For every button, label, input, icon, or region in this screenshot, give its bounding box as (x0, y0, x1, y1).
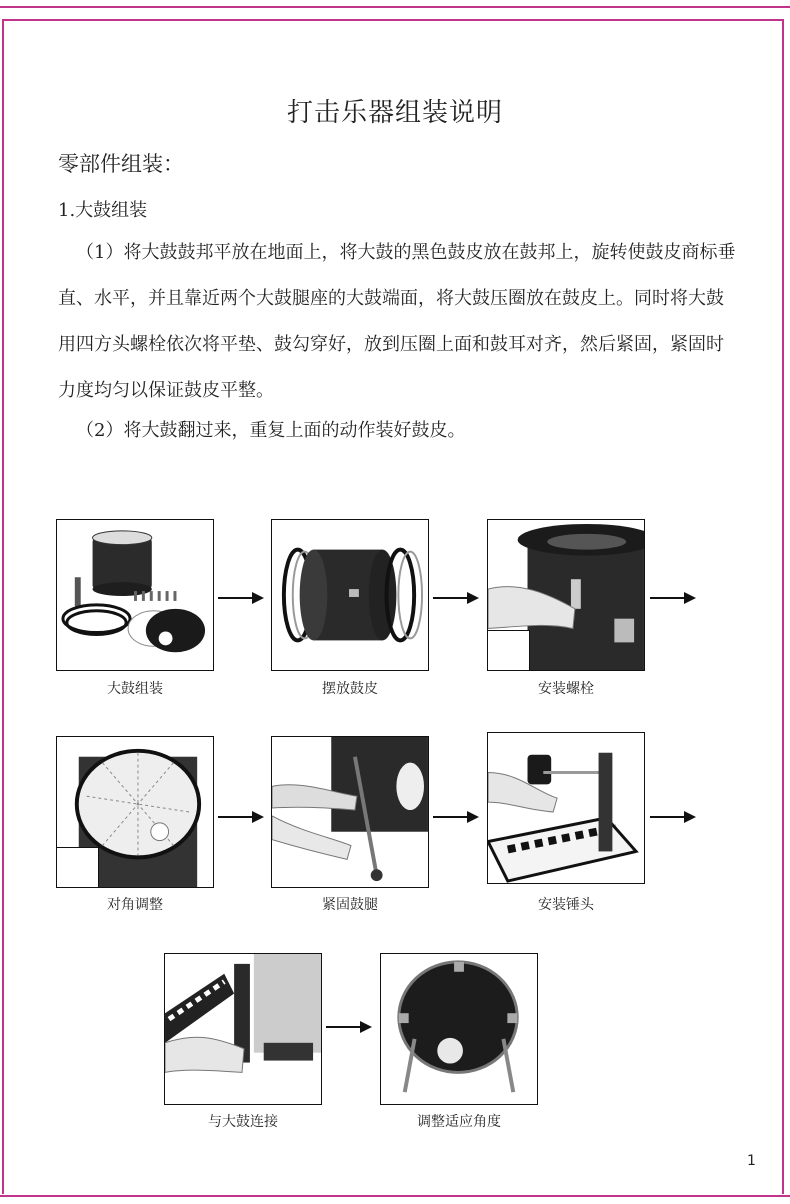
bass-drum-parts-photo (56, 519, 214, 671)
step-caption-1: 大鼓组装 (107, 681, 163, 697)
section-heading: 零部件组装： (58, 152, 184, 176)
page-title: 打击乐器组装说明 (286, 98, 503, 128)
step-caption-7: 与大鼓连接 (208, 1114, 278, 1130)
flow-arrow-7 (326, 1021, 372, 1033)
subsection-heading: 1.大鼓组装 (58, 200, 148, 221)
paragraph-2: （2）将大鼓翻过来，重复上面的动作装好鼓皮。 (76, 420, 466, 441)
drum-key-inset (488, 630, 530, 670)
step-caption-5: 紧固鼓腿 (322, 897, 378, 913)
paragraph-1: （1）将大鼓鼓邦平放在地面上，将大鼓的黑色鼓皮放在鼓邦上，旋转使鼓皮商标垂直、水平，并且靠近两个大鼓腿座的大鼓端面，将大鼓压圈放在鼓皮上。同时将大鼓用四方头螺栓依次将平垫、鼓勾穿好，放到压圈上面和鼓耳对齐，然后紧固，紧固时力度均匀以保证鼓皮平整。 (58, 242, 736, 401)
drum-heads-exploded-photo (271, 519, 429, 671)
step-caption-2: 摆放鼓皮 (322, 681, 378, 697)
adjust-angle-photo (380, 953, 538, 1105)
step-caption-8: 调整适应角度 (417, 1114, 501, 1130)
bottom-accent-rule (0, 1195, 790, 1197)
install-beater-photo (487, 732, 645, 884)
step-caption-3: 安装螺栓 (538, 681, 594, 697)
step-caption-4: 对角调整 (107, 897, 163, 913)
flow-arrow-3 (650, 592, 696, 604)
diagonal-tuning-photo (56, 736, 214, 888)
drum-key-inset (57, 847, 99, 887)
flow-arrow-2 (433, 592, 479, 604)
flow-arrow-4 (218, 811, 264, 823)
flow-arrow-5 (433, 811, 479, 823)
tighten-legs-photo (271, 736, 429, 888)
page-number: 1 (747, 1153, 756, 1169)
flow-arrow-6 (650, 811, 696, 823)
install-bolts-photo (487, 519, 645, 671)
step-caption-6: 安装锤头 (538, 897, 594, 913)
connect-pedal-photo (164, 953, 322, 1105)
flow-arrow-1 (218, 592, 264, 604)
top-accent-rule (0, 6, 790, 8)
